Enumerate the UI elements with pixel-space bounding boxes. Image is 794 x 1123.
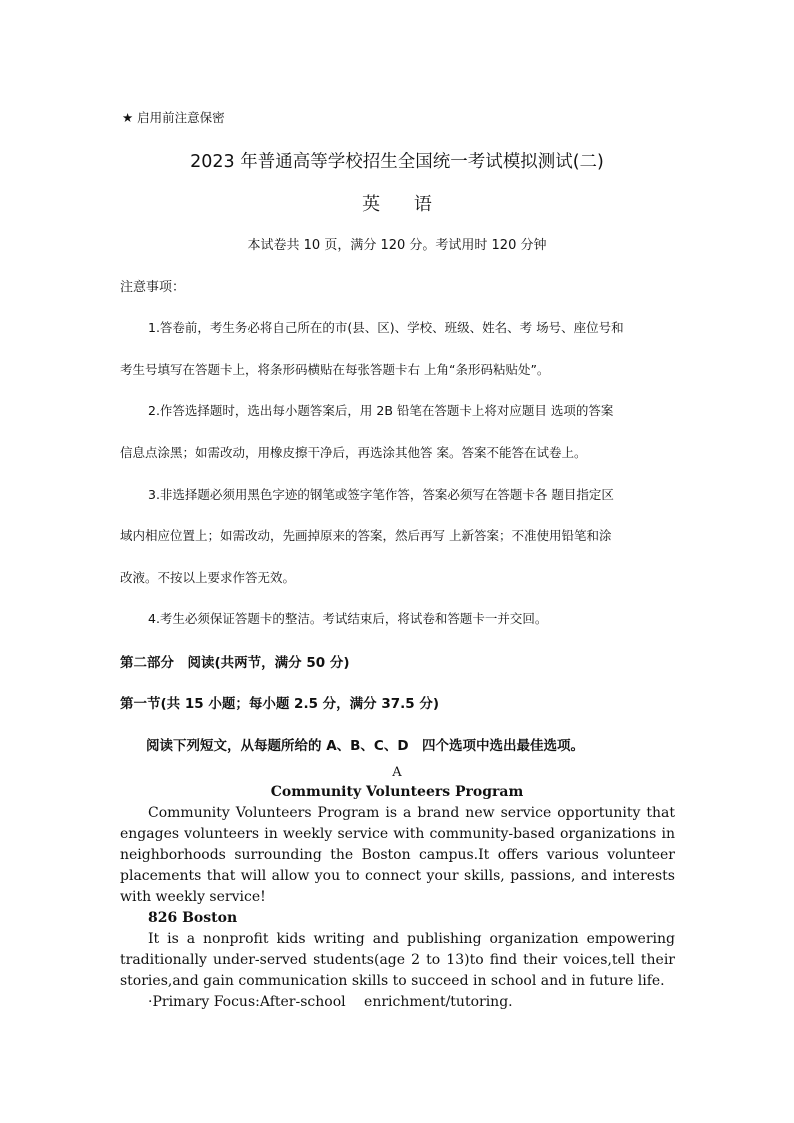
directions: 阅读下列短文，从每题所给的 A、B、C、D 四个选项中选出最佳选项。 — [146, 738, 585, 754]
passage-intro: Community Volunteers Program is a brand new service opportunity that engages volunteers in weekly service with community-based organizations in neighborhoods surrounding the Boston campus.It offers various volunteer placements that will allow you to connect your skills, passions, and interests with weekly service! — [120, 805, 675, 905]
notice-item-2-line-2: 信息点涂黑；如需改动，用橡皮擦干净后，再选涂其他答 案。答案不能答在试卷上。 — [120, 445, 587, 460]
section-subtitle: 第一节(共 15 小题；每小题 2.5 分，满分 37.5 分) — [120, 696, 440, 712]
notice-item-4-line-1: 4.考生必须保证答题卡的整洁。考试结束后，将试卷和答题卡一并交回。 — [148, 611, 548, 626]
org-826-boston-heading: 826 Boston — [148, 910, 238, 926]
confidential-label: ★ 启用前注意保密 — [122, 110, 225, 125]
passage-title: Community Volunteers Program — [270, 784, 524, 800]
org-826-boston-focus: ·Primary Focus:After-school enrichment/tutoring. — [148, 994, 513, 1010]
org-826-boston-description: It is a nonprofit kids writing and publishing organization empowering traditionally under-served students(age 2 to 13)to find their voices,tell their stories,and gain communication skills to succeed in school and in future life. — [120, 931, 675, 989]
notice-item-2-line-1: 2.作答选择题时，选出每小题答案后，用 2B 铅笔在答题卡上将对应题目 选项的答案 — [148, 403, 614, 418]
notice-item-1-line-2: 考生号填写在答题卡上，将条形码横贴在每张答题卡右 上角“条形码粘贴处”。 — [120, 362, 550, 377]
exam-info: 本试卷共 10 页，满分 120 分。考试用时 120 分钟 — [247, 238, 547, 253]
part-title: 第二部分 阅读(共两节，满分 50 分) — [120, 655, 350, 671]
subject-title: 英 语 — [362, 194, 446, 215]
passage-body — [120, 803, 675, 1013]
notice-item-3-line-1: 3.非选择题必须用黑色字迹的钢笔或签字笔作答，答案必须写在答题卡各 题目指定区 — [148, 487, 614, 502]
notice-label: 注意事项： — [120, 280, 186, 295]
notice-item-3-line-3: 改液。不按以上要求作答无效。 — [120, 570, 296, 585]
exam-title: 2023 年普通高等学校招生全国统一考试模拟测试(二) — [190, 152, 604, 172]
passage-letter: A — [392, 765, 402, 780]
notice-item-3-line-2: 域内相应位置上；如需改动，先画掉原来的答案，然后再写 上新答案；不准使用铅笔和涂 — [120, 528, 612, 543]
notice-item-1-line-1: 1.答卷前，考生务必将自己所在的市(县、区)、学校、班级、姓名、考 场号、座位号和 — [148, 320, 624, 335]
